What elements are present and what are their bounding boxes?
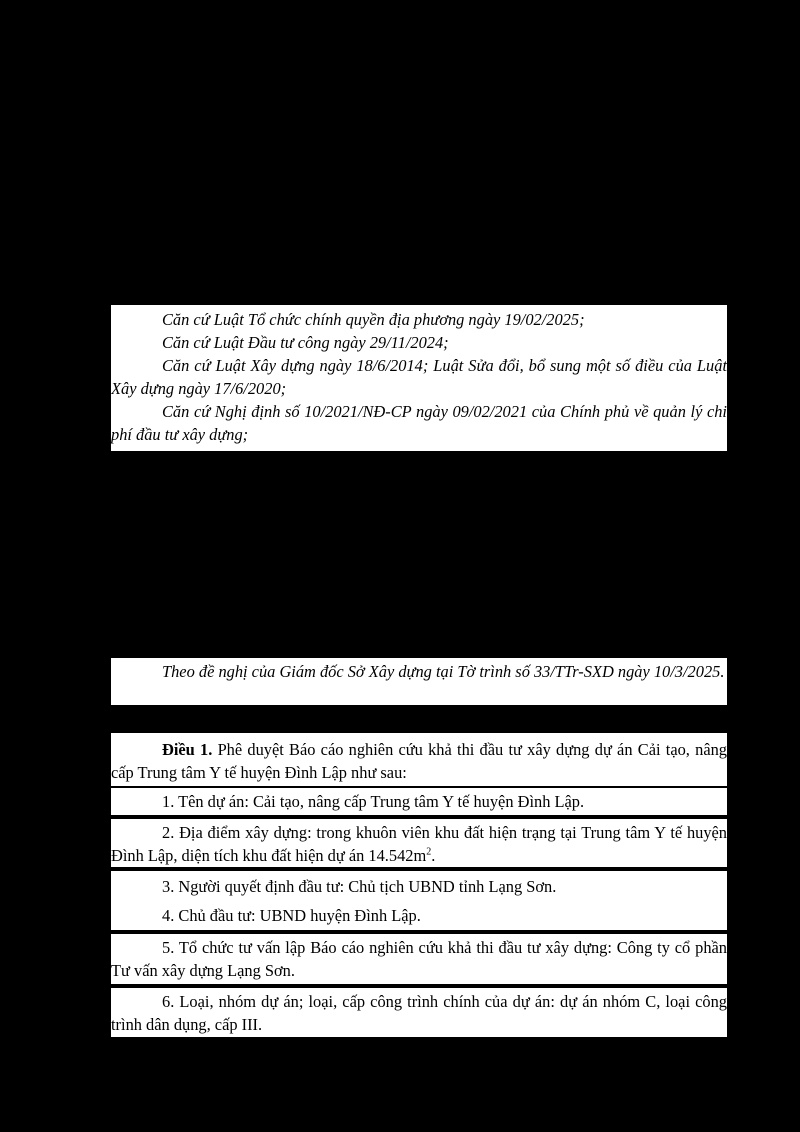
item-5-consultant: 5. Tổ chức tư vấn lập Báo cáo nghiên cứu khả thi đầu tư xây dựng: Công ty cổ phần Tư vấn xây dựng Lạng Sơn. bbox=[111, 938, 727, 980]
proposal-text: Theo đề nghị của Giám đốc Sở Xây dựng tại Tờ trình số 33/TTr-SXD ngày 10/3/2025. bbox=[162, 662, 725, 681]
article-1-block bbox=[111, 733, 727, 786]
legal-basis-block bbox=[111, 305, 727, 451]
item-1-block bbox=[111, 788, 727, 815]
article-1-paragraph bbox=[111, 738, 727, 784]
article-1-label: Điều 1. bbox=[162, 740, 213, 759]
item-4-investor: 4. Chủ đầu tư: UBND huyện Đình Lập. bbox=[162, 906, 421, 925]
items-3-4-block bbox=[111, 871, 727, 930]
item-1-project-name: 1. Tên dự án: Cải tạo, nâng cấp Trung tâm Y tế huyện Đình Lập. bbox=[162, 792, 585, 811]
item-2-block bbox=[111, 819, 727, 867]
item-2-text: 2. Địa điểm xây dựng: trong khuôn viên khu đất hiện trạng tại Trung tâm Y tế huyện Đình Lập, diện tích khu đất hiện dự án 14.542m bbox=[111, 823, 727, 865]
legal-basis-2: Căn cứ Luật Đầu tư công ngày 29/11/2024; bbox=[162, 333, 449, 352]
item-5-block bbox=[111, 934, 727, 984]
item-2-location bbox=[111, 821, 727, 867]
item-2-superscript: 2 bbox=[426, 846, 432, 858]
item-2-end: . bbox=[431, 846, 436, 865]
item-3-decision-maker: 3. Người quyết định đầu tư: Chủ tịch UBND tỉnh Lạng Sơn. bbox=[162, 877, 557, 896]
item-6-project-type: 6. Loại, nhóm dự án; loại, cấp công trình chính của dự án: dự án nhóm C, loại công trình dân dụng, cấp III. bbox=[111, 992, 727, 1034]
item-6-block bbox=[111, 988, 727, 1037]
legal-basis-4: Căn cứ Nghị định số 10/2021/NĐ-CP ngày 09/02/2021 của Chính phủ về quản lý chi phí đầu tư xây dựng; bbox=[111, 402, 727, 444]
article-1-text: Phê duyệt Báo cáo nghiên cứu khả thi đầu tư xây dựng dự án Cải tạo, nâng cấp Trung tâm Y tế huyện Đình Lập như sau: bbox=[111, 740, 727, 782]
proposal-block bbox=[111, 658, 727, 705]
legal-basis-3: Căn cứ Luật Xây dựng ngày 18/6/2014; Luật Sửa đổi, bổ sung một số điều của Luật Xây dựng ngày 17/6/2020; bbox=[111, 356, 727, 398]
legal-basis-1: Căn cứ Luật Tổ chức chính quyền địa phương ngày 19/02/2025; bbox=[162, 310, 585, 329]
